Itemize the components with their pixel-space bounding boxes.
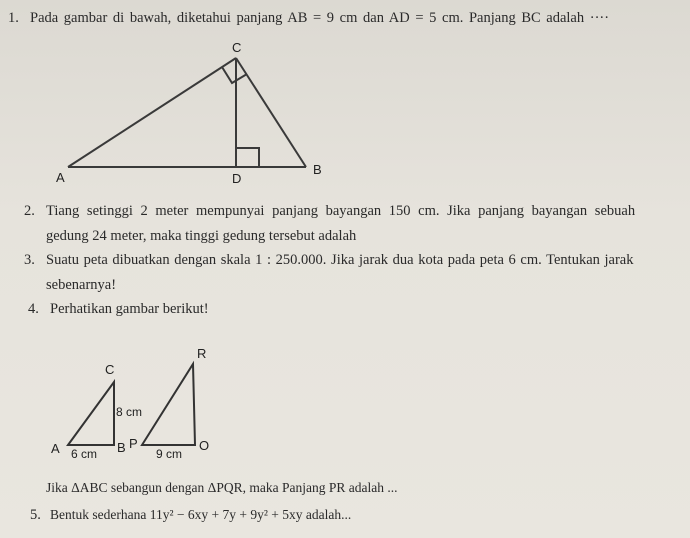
q4-label-a: A [51, 441, 60, 456]
q1-text: Pada gambar di bawah, diketahui panjang AB = 9 cm dan AD = 5 cm. Panjang BC adalah ···· [30, 10, 610, 26]
q4-number: 4. [28, 301, 39, 317]
q3-number: 3. [24, 252, 35, 268]
q4-label-ab: 6 cm [71, 447, 98, 461]
q4-label-pr: 8 cm [116, 405, 143, 419]
q2-number: 2. [24, 203, 35, 219]
q2-line2: gedung 24 meter, maka tinggi gedung tersebut adalah [46, 228, 357, 244]
q4-text: Perhatikan gambar berikut! [50, 301, 209, 317]
q4-label-r: R [197, 346, 207, 361]
q1-label-c: C [232, 40, 242, 55]
q4-label-pq: 9 cm [156, 447, 183, 461]
q1-label-d: D [232, 171, 242, 186]
q4-label-p: P [129, 436, 138, 451]
q3-line2: sebenarnya! [46, 277, 117, 293]
q4-label-b: B [117, 440, 126, 455]
q4-label-q: O [199, 438, 210, 453]
q3-line1: Suatu peta dibuatkan dengan skala 1 : 250.000. Jika jarak dua kota pada peta 6 cm. Tentukan jarak [46, 252, 634, 268]
q4-caption: Jika ΔABC sebangun dengan ΔPQR, maka Panjang PR adalah ... [46, 480, 398, 495]
q5-text: Bentuk sederhana 11y² − 6xy + 7y + 9y² + 5xy adalah... [50, 507, 352, 522]
q4-label-c: C [105, 362, 115, 377]
q4-triangle-abc [68, 382, 114, 445]
q5-number: 5. [30, 507, 41, 523]
q1-label-a: A [56, 170, 65, 185]
q2-line1: Tiang setinggi 2 meter mempunyai panjang bayangan 150 cm. Jika panjang bayangan sebuah [46, 203, 636, 219]
q4-triangle-pqr [142, 364, 195, 445]
q1-number: 1. [8, 10, 19, 26]
q1-label-b: B [313, 162, 322, 177]
